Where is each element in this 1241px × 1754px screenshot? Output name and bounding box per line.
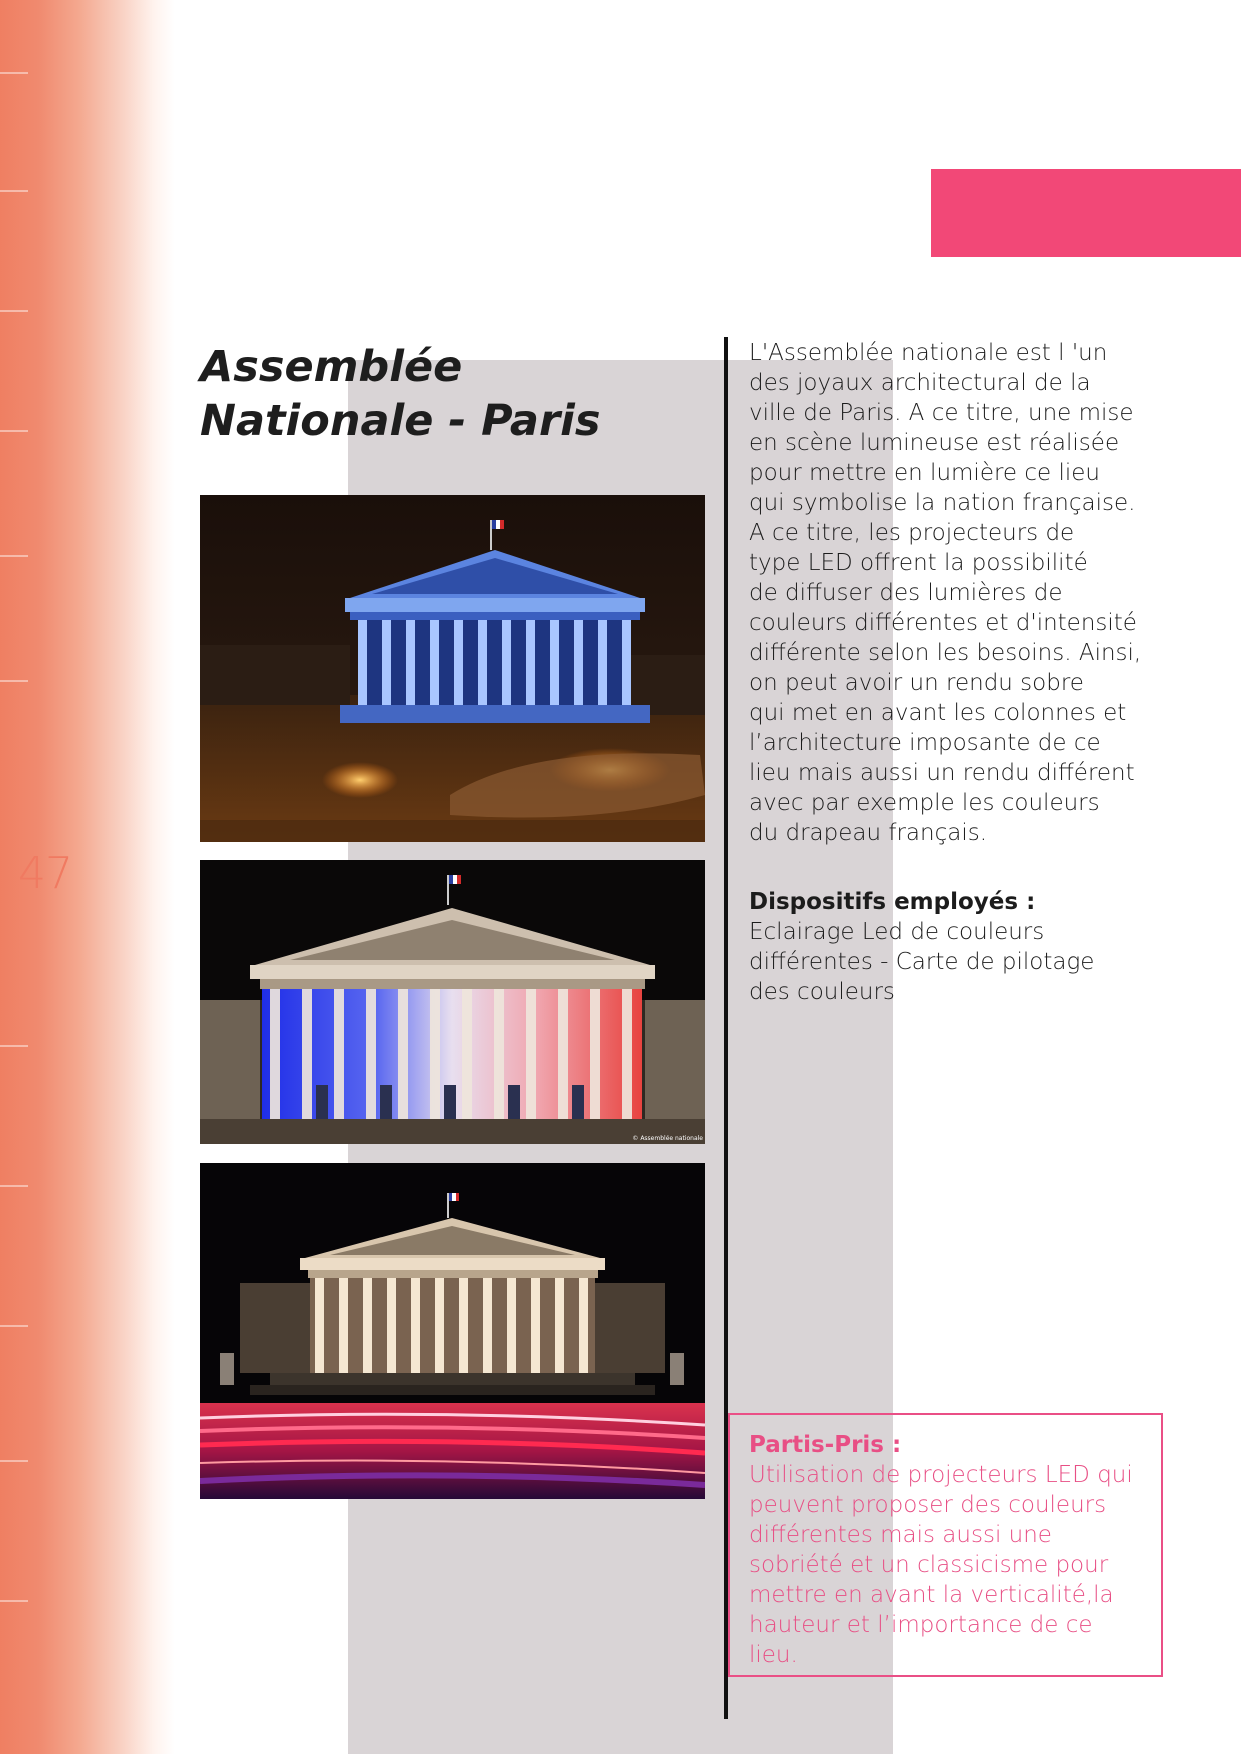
description-line: des joyaux architectural de la [749, 370, 1091, 396]
description-line: avec par exemple les couleurs [749, 790, 1100, 816]
partis-pris-line: peuvent proposer des couleurs [749, 1492, 1107, 1518]
photo-credit: © Assemblée nationale [632, 1135, 703, 1142]
left-band-tick [0, 1600, 28, 1602]
partis-pris-line: hauteur et l’importance de ce [749, 1612, 1093, 1638]
left-band-tick [0, 190, 28, 192]
description-line: ville de Paris. A ce titre, une mise [749, 400, 1134, 426]
title-line-1: Assemblée [200, 342, 463, 392]
left-band-tick [0, 1045, 28, 1047]
partis-pris-line: sobriété et un classicisme pour [749, 1552, 1109, 1578]
description-line: l’architecture imposante de ce [749, 730, 1101, 756]
pink-accent-block [931, 169, 1241, 257]
left-band-tick [0, 1460, 28, 1462]
description-line: L'Assemblée nationale est l 'un [749, 340, 1108, 366]
partis-pris-text [749, 1460, 1154, 1670]
description-line: type LED offrent la possibilité [749, 550, 1088, 576]
partis-pris-heading: Partis-Pris : [749, 1432, 902, 1458]
partis-pris-line: mettre en avant la verticalité,la [749, 1582, 1114, 1608]
left-band-tick [0, 72, 28, 74]
partis-pris-line: lieu. [749, 1642, 798, 1668]
description-line: qui met en avant les colonnes et [749, 700, 1127, 726]
page-number: 47 [18, 848, 72, 899]
description-line: pour mettre en lumière ce lieu [749, 460, 1100, 486]
partis-pris-line: différentes mais aussi une [749, 1522, 1052, 1548]
left-band-tick [0, 310, 28, 312]
description-line: en scène lumineuse est réalisée [749, 430, 1120, 456]
description-line: de diffuser des lumières de [749, 580, 1063, 606]
left-band-tick [0, 1185, 28, 1187]
photo-white-facade [200, 1163, 705, 1499]
devices-text [749, 917, 1174, 1007]
title-line-2: Nationale - Paris [200, 396, 601, 446]
description-line: qui symbolise la nation française. [749, 490, 1136, 516]
partis-pris-line: Utilisation de projecteurs LED qui [749, 1462, 1133, 1488]
description-line: A ce titre, les projecteurs de [749, 520, 1075, 546]
photo-blue-facade [200, 495, 705, 842]
photo-tricolor-facade [200, 860, 705, 1144]
photo-blue-facade-art [200, 495, 705, 842]
description-line: on peut avoir un rendu sobre [749, 670, 1084, 696]
description-line: couleurs différentes et d'intensité [749, 610, 1137, 636]
photo-white-facade-art [200, 1163, 705, 1499]
description-line: lieu mais aussi un rendu différent [749, 760, 1135, 786]
devices-line: Eclairage Led de couleurs [749, 919, 1045, 945]
description-line: du drapeau français. [749, 820, 988, 846]
left-band-tick [0, 555, 28, 557]
description-text [749, 338, 1174, 848]
left-band-tick [0, 430, 28, 432]
devices-line: des couleurs [749, 979, 895, 1005]
page-title [200, 340, 660, 448]
left-band-tick [0, 1325, 28, 1327]
description-line: différente selon les besoins. Ainsi, [749, 640, 1142, 666]
devices-heading: Dispositifs employés : [749, 889, 1036, 915]
devices-line: différentes - Carte de pilotage [749, 949, 1095, 975]
photo-tricolor-facade-art [200, 860, 705, 1144]
left-band-tick [0, 680, 28, 682]
